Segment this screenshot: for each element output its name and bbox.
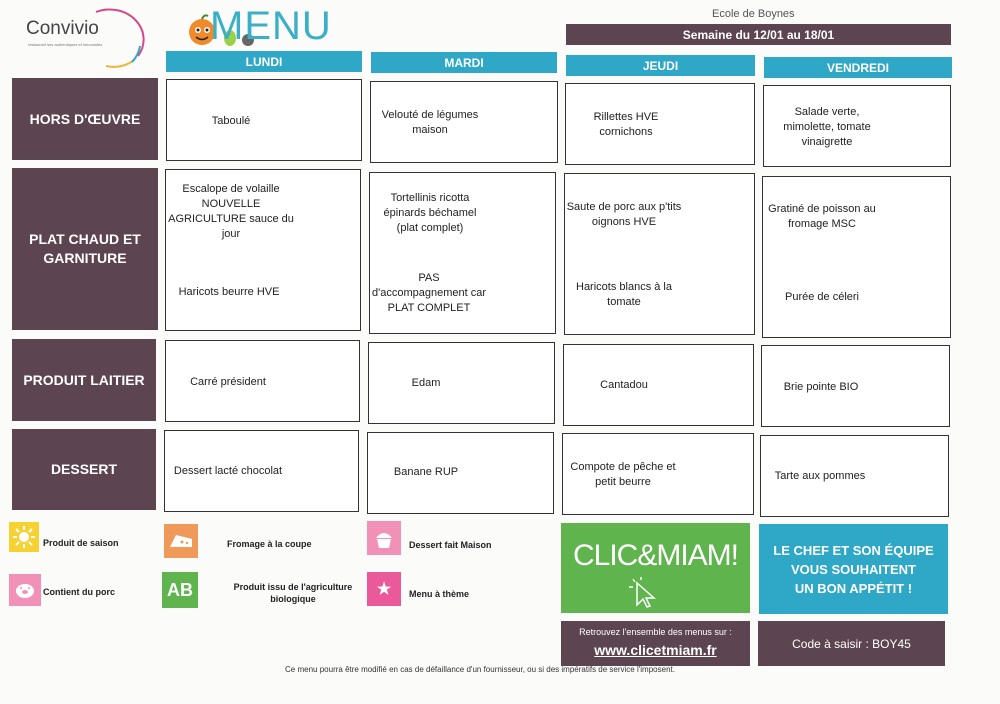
- row-header-plat-chaud: PLAT CHAUD ET GARNITURE: [12, 168, 158, 330]
- dish-text: Edam: [411, 377, 441, 389]
- cupcake-icon: [367, 521, 401, 555]
- dish-text: Haricots blancs à la tomate: [576, 281, 672, 308]
- week-banner: Semaine du 12/01 au 18/01: [566, 24, 951, 45]
- row-header-hors-doeuvre: HORS D'ŒUVRE: [12, 78, 158, 160]
- pig-icon: [9, 574, 41, 606]
- dish-text: Cantadou: [600, 379, 648, 391]
- star-icon: ★: [367, 572, 401, 606]
- cursor-click-icon: [627, 575, 667, 609]
- clicmiam-prompt: Retrouvez l'ensemble des menus sur :: [579, 627, 732, 637]
- dish-text: Purée de céleri: [785, 291, 859, 303]
- dish-text: Dessert lacté chocolat: [173, 465, 283, 477]
- menu-cell: [564, 173, 755, 335]
- dish-text: Escalope de volaille NOUVELLE AGRICULTURE sauce du jour: [168, 183, 294, 240]
- legend-label-porc: Contient du porc: [43, 587, 115, 597]
- dish-text: Haricots beurre HVE: [178, 286, 280, 298]
- cheese-icon: [164, 524, 198, 558]
- legend-label-saison: Produit de saison: [43, 538, 119, 548]
- logo-tagline: restaurant ses authentiques et innovantes: [28, 42, 103, 47]
- legend-label-theme: Menu à thème: [409, 589, 470, 599]
- dish-text: PAS d'accompagnement car PLAT COMPLET: [372, 272, 486, 314]
- menu-title: MENU: [210, 4, 332, 48]
- day-header-lundi: LUNDI: [166, 51, 362, 72]
- dish-text: Velouté de légumes maison: [381, 109, 479, 136]
- ab-organic-icon: AB: [162, 572, 198, 608]
- sun-icon: [9, 522, 39, 552]
- clicmiam-info: [561, 621, 750, 666]
- legend-label-fromage: Fromage à la coupe: [227, 539, 312, 549]
- dish-text: Saute de porc aux p'tits oignons HVE: [566, 201, 682, 228]
- clicmiam-logo: CLIC&MIAM!: [572, 539, 739, 572]
- dish-text: Carré président: [190, 376, 266, 388]
- disclaimer: Ce menu pourra être modifié en cas de défaillance d'un fournisseur, ou si des impératifs de service l'imposent.: [285, 665, 675, 674]
- day-header-vendredi: VENDREDI: [764, 57, 952, 78]
- school-name: Ecole de Boynes: [712, 8, 795, 20]
- clicmiam-banner: [561, 523, 750, 613]
- dish-text: Taboulé: [211, 115, 251, 127]
- legend-label-dessert-maison: Dessert fait Maison: [409, 540, 492, 550]
- dish-text: Banane RUP: [393, 466, 459, 478]
- menu-cell: [762, 176, 951, 338]
- convivio-logo: [26, 12, 146, 68]
- access-code: Code à saisir : BOY45: [758, 621, 945, 666]
- dish-text: Compote de pêche et petit beurre: [570, 461, 676, 488]
- clicmiam-url-link[interactable]: www.clicetmiam.fr: [594, 642, 717, 658]
- day-header-mardi: MARDI: [371, 52, 557, 73]
- row-header-dessert: DESSERT: [12, 429, 156, 510]
- legend-label-bio: Produit issu de l'agriculture biologique: [233, 582, 353, 604]
- dish-text: Tortellinis ricotta épinards béchamel (plat complet): [383, 192, 477, 234]
- day-header-jeudi: JEUDI: [566, 55, 755, 76]
- logo-name: Convivio: [26, 18, 99, 39]
- dish-text: Salade verte, mimolette, tomate vinaigrette: [783, 106, 871, 148]
- row-header-produit-laitier: PRODUIT LAITIER: [12, 339, 156, 421]
- dish-text: Gratiné de poisson au fromage MSC: [768, 203, 876, 230]
- dish-text: Tarte aux pommes: [774, 470, 866, 482]
- dish-text: Brie pointe BIO: [783, 381, 859, 393]
- dish-text: Rillettes HVE cornichons: [593, 111, 659, 138]
- chef-message: LE CHEF ET SON ÉQUIPE VOUS SOUHAITENT UN BON APPÉTIT !: [759, 524, 948, 614]
